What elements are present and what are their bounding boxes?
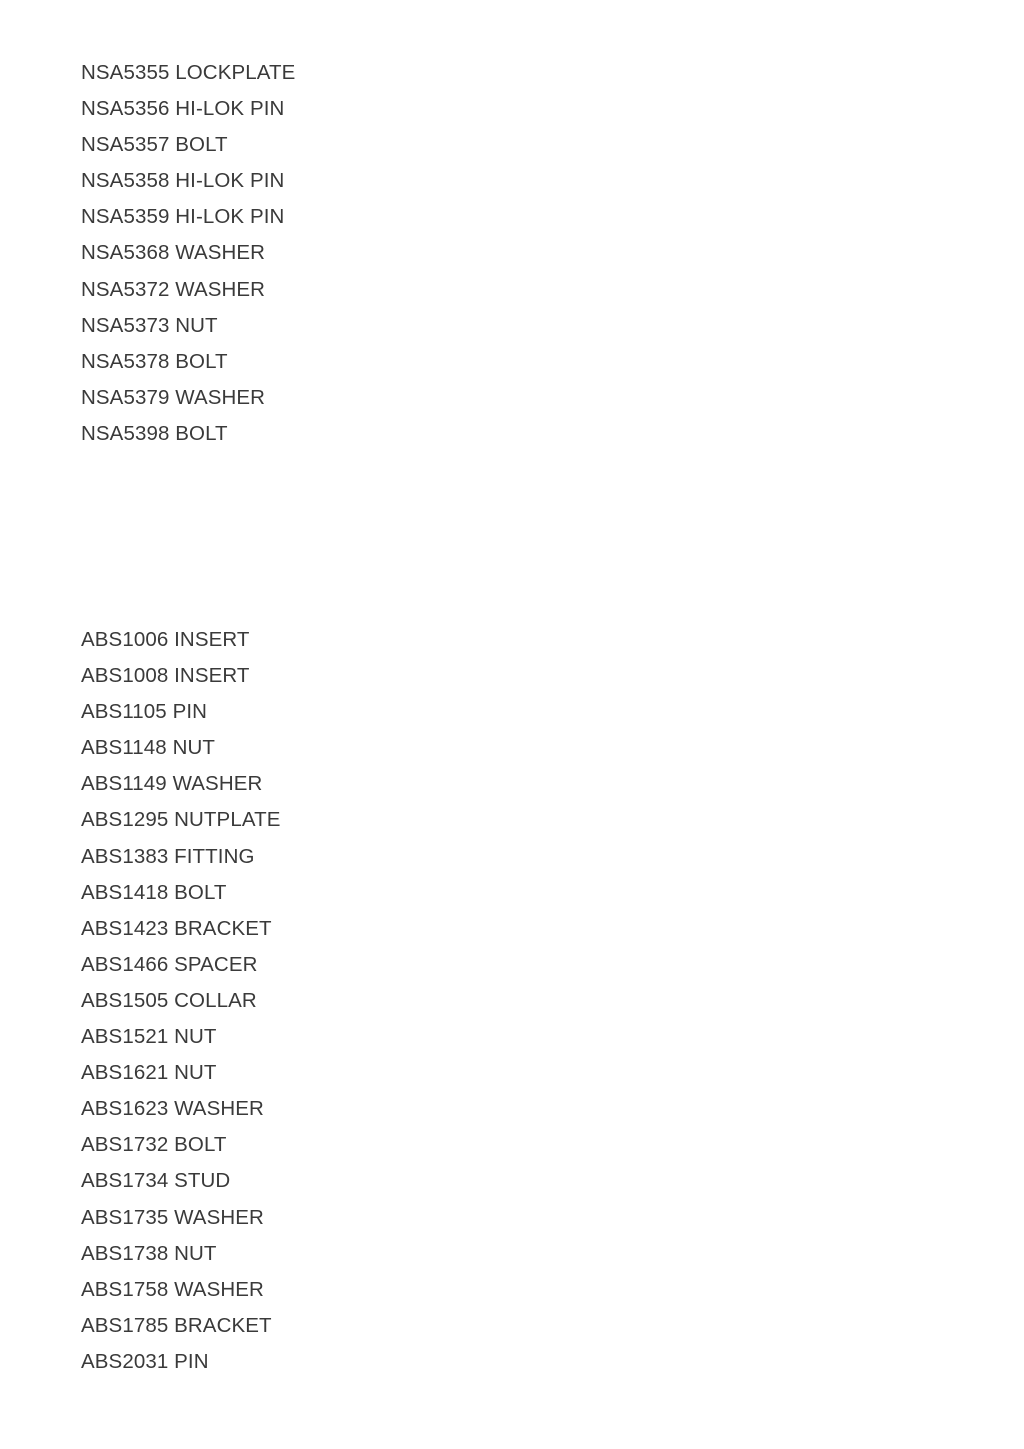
- list-item: ABS1735 WASHER: [81, 1205, 264, 1229]
- list-item: ABS1734 STUD: [81, 1169, 231, 1193]
- list-item: ABS2031 PIN: [81, 1349, 209, 1373]
- list-item: NSA5372 WASHER: [81, 277, 266, 301]
- list-item: NSA5368 WASHER: [81, 241, 266, 265]
- list-item: NSA5373 NUT: [81, 313, 218, 337]
- list-item: ABS1383 FITTING: [81, 844, 255, 868]
- list-item: NSA5358 HI-LOK PIN: [81, 169, 285, 193]
- list-item: ABS1758 WASHER: [81, 1277, 264, 1301]
- list-item: ABS1466 SPACER: [81, 952, 258, 976]
- list-item: ABS1738 NUT: [81, 1241, 217, 1265]
- list-item: ABS1008 INSERT: [81, 664, 250, 688]
- nsa-parts-list: [81, 59, 295, 456]
- list-item: ABS1149 WASHER: [81, 772, 263, 796]
- list-item: ABS1006 INSERT: [81, 628, 250, 651]
- list-item: NSA5359 HI-LOK PIN: [81, 205, 285, 229]
- list-item: ABS1621 NUT: [81, 1061, 217, 1085]
- list-item: ABS1423 BRACKET: [81, 916, 272, 940]
- list-item: ABS1418 BOLT: [81, 880, 227, 904]
- list-item: NSA5378 BOLT: [81, 349, 228, 373]
- list-item: ABS1732 BOLT: [81, 1133, 227, 1157]
- list-item: ABS1521 NUT: [81, 1025, 217, 1049]
- list-item: NSA5356 HI-LOK PIN: [81, 97, 285, 121]
- list-item: NSA5379 WASHER: [81, 385, 266, 409]
- list-item: ABS1295 NUTPLATE: [81, 808, 281, 832]
- list-item: NSA5355 LOCKPLATE: [81, 61, 296, 84]
- list-item: ABS1505 COLLAR: [81, 988, 257, 1012]
- list-item: ABS1105 PIN: [81, 700, 208, 724]
- list-item: NSA5398 BOLT: [81, 421, 228, 445]
- list-item: ABS1623 WASHER: [81, 1097, 264, 1121]
- list-item: ABS1785 BRACKET: [81, 1313, 272, 1337]
- list-item: ABS1148 NUT: [81, 736, 216, 760]
- list-item: NSA5357 BOLT: [81, 133, 228, 157]
- abs-parts-list: [81, 626, 280, 1384]
